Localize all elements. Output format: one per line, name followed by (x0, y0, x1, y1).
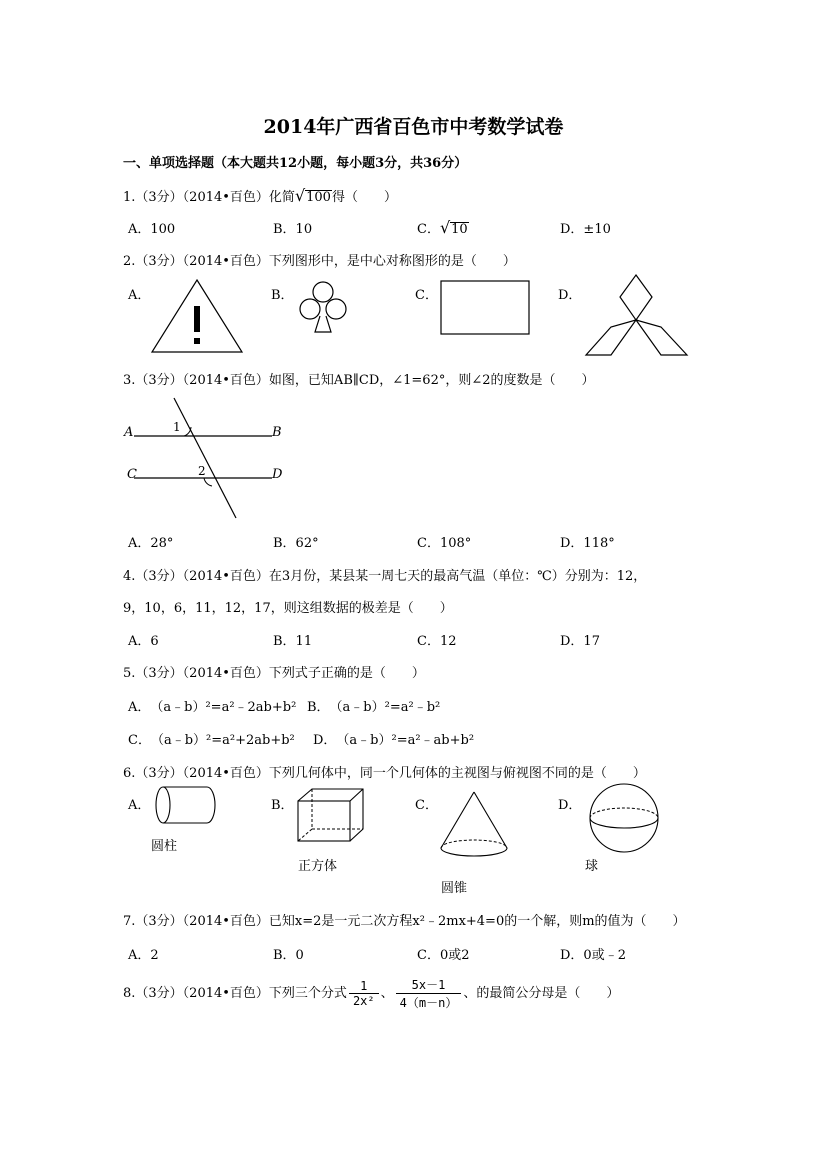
q1-suffix: 得（ ） (331, 190, 397, 205)
warning-triangle-figure (150, 278, 244, 354)
cube-front (298, 801, 350, 841)
three-diamonds-figure (583, 272, 691, 360)
q6-label-a: A． (128, 798, 151, 813)
q2-label-b: B． (271, 288, 294, 303)
diamond-left (586, 320, 636, 355)
question-4-line-2: 9，10，6，11，12，17，则这组数据的极差是（ ） (123, 601, 453, 616)
q5-option-a: A． （a﹣b）²=a²﹣2ab+b² (128, 700, 297, 715)
cone-base-back (441, 840, 507, 848)
cube-hidden-edge-diag (298, 829, 312, 841)
q1-option-c (417, 218, 469, 237)
q3-option-c: C．108° (417, 536, 472, 551)
transversal-line (174, 398, 236, 518)
question-3: 3.（3分）（2014•百色）如图，已知AB∥CD，∠1=62°，则∠2的度数是（ ） (123, 373, 595, 388)
sphere-equator-back (590, 808, 658, 818)
q2-label-d: D． (558, 288, 582, 303)
rectangle-shape (441, 281, 529, 334)
radical-sign: √ (439, 218, 451, 237)
q5-option-d: D． （a﹣b）²=a²﹣ab+b² (313, 733, 475, 748)
cube-hidden-edges (312, 789, 363, 829)
q8-fraction-2-numerator: 5x－1 (411, 978, 446, 992)
sphere-equator-front (590, 818, 658, 828)
q8-suffix: 、的最简公分母是（ ） (463, 986, 620, 1001)
q8-fraction-1-denominator: 2x² (349, 993, 379, 1008)
q5-option-c: C． （a﹣b）²=a²+2ab+b² (128, 733, 295, 748)
club-left-lobe (300, 299, 320, 319)
club-right-lobe (326, 299, 346, 319)
cylinder-figure (153, 784, 219, 828)
q2-label-a: A． (128, 288, 151, 303)
diamond-right (636, 320, 687, 355)
section-heading: 一、单项选择题（本大题共12小题，每小题3分，共36分） (123, 156, 468, 171)
cylinder-left-face (156, 787, 170, 823)
exclamation-dot (194, 338, 200, 344)
q7-option-b: B．0 (273, 948, 304, 963)
question-4-line-1: 4.（3分）（2014•百色）在3月份，某县某一周七天的最高气温（单位：℃）分别为：12， (123, 569, 647, 584)
label-c: C (127, 467, 137, 482)
cube-figure (295, 787, 365, 843)
sphere-outline (590, 784, 658, 852)
q7-option-c: C．0或2 (417, 948, 470, 963)
q4-option-d: D．17 (560, 634, 600, 649)
q1-option-c-label: C． (417, 222, 440, 237)
label-a: A (124, 425, 134, 440)
label-angle-2: 2 (198, 464, 206, 478)
q5-option-b: B． （a﹣b）²=a²﹣b² (307, 700, 441, 715)
cone-figure (437, 790, 511, 862)
q8-separator: 、 (380, 986, 394, 1001)
q4-option-a: A．6 (128, 634, 159, 649)
q3-option-b: B．62° (273, 536, 319, 551)
q1-option-b: B．10 (273, 222, 313, 237)
q4-option-b: B．11 (273, 634, 313, 649)
q6-label-d: D． (558, 798, 582, 813)
label-d: D (272, 467, 283, 482)
q6-caption-cylinder: 圆柱 (151, 839, 178, 854)
q3-option-d: D．118° (560, 536, 615, 551)
club-stem (315, 316, 331, 332)
rectangle-figure (440, 280, 532, 336)
q3-option-a: A．28° (128, 536, 174, 551)
q8-fraction-1-numerator: 1 (360, 979, 368, 993)
question-5: 5.（3分）（2014•百色）下列式子正确的是（ ） (123, 666, 425, 681)
label-b: B (272, 425, 282, 440)
q1-option-a: A．100 (128, 222, 176, 237)
q6-label-b: B． (271, 798, 294, 813)
q1-prefix: 1.（3分）（2014•百色）化简 (123, 190, 295, 205)
angle-2-arc (204, 478, 212, 486)
club-figure (293, 278, 353, 336)
parallel-lines-figure (122, 394, 292, 522)
question-8 (123, 976, 619, 1011)
radical-sign: √ (294, 186, 306, 205)
club-top-lobe (313, 282, 333, 302)
question-2: 2.（3分）（2014•百色）下列图形中，是中心对称图形的是（ ） (123, 254, 516, 269)
q1-option-c-radicand: 10 (451, 222, 468, 237)
q8-fraction-2 (396, 976, 462, 1011)
q6-caption-cone: 圆锥 (441, 881, 468, 896)
page-title: 2014年广西省百色市中考数学试卷 (263, 116, 564, 138)
q8-fraction-2-denominator: 4（m－n） (396, 993, 462, 1011)
diamond-top (620, 275, 652, 320)
q8-prefix: 8.（3分）（2014•百色）下列三个分式 (123, 986, 347, 1001)
q8-fraction-1 (349, 979, 379, 1008)
cone-base-front (441, 848, 507, 856)
q7-option-d: D．0或﹣2 (560, 948, 626, 963)
q6-label-c: C． (415, 798, 438, 813)
q6-caption-cube: 正方体 (298, 859, 338, 874)
q1-option-d: D．±10 (560, 222, 611, 237)
label-angle-1: 1 (173, 420, 181, 434)
question-7: 7.（3分）（2014•百色）已知x=2是一元二次方程x²﹣2mx+4=0的一个解，则m的值为（ ） (123, 914, 686, 929)
q4-option-c: C．12 (417, 634, 457, 649)
exclamation-bar (194, 306, 200, 332)
q1-radicand: 100 (306, 190, 331, 205)
q7-option-a: A．2 (128, 948, 159, 963)
cube-top-edge (350, 789, 363, 801)
question-1 (123, 186, 397, 205)
question-6: 6.（3分）（2014•百色）下列几何体中，同一个几何体的主视图与俯视图不同的是（ ） (123, 766, 646, 781)
cylinder-body (163, 787, 215, 823)
sphere-figure (584, 782, 664, 854)
q6-caption-sphere: 球 (585, 859, 599, 874)
q2-label-c: C． (415, 288, 438, 303)
